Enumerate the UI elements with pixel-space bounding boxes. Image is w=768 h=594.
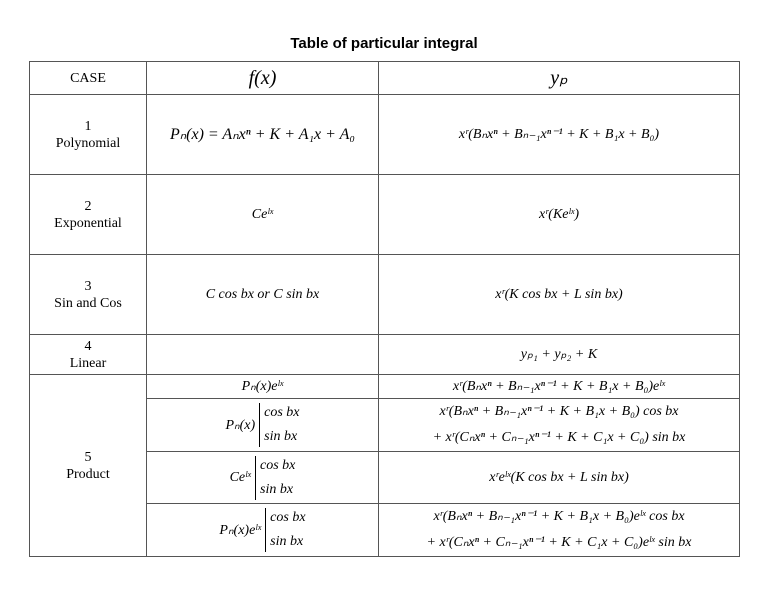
fx-option-sin: sin bx [264, 429, 298, 444]
case-number: 4 [84, 338, 92, 354]
yp-formula: xʳ(Keˡˣ) [538, 207, 580, 222]
fx-cell [147, 95, 379, 175]
case-cell [30, 95, 147, 175]
fx-option-sin: sin bx [260, 481, 294, 497]
fx-cell [147, 399, 379, 452]
case-name: Linear [69, 355, 107, 371]
yp-formula: yₚ₁ + yₚ₂ + K [520, 347, 598, 362]
yp-cell [379, 452, 740, 504]
case-cell [30, 375, 147, 557]
case-number: 1 [84, 118, 92, 134]
yp-cell [379, 399, 740, 452]
yp-formula: xʳeˡˣ(K cos bx + L sin bx) [489, 470, 629, 485]
fx-brace-options [264, 401, 299, 449]
fx-braced-formula [219, 506, 305, 554]
case-name: Polynomial [55, 135, 121, 151]
brace-icon [265, 508, 266, 552]
header-yp: yₚ [379, 62, 740, 95]
fx-formula: Pₙ(x) = Aₙxⁿ + K + A₁x + A₀ [170, 125, 355, 143]
table-row [30, 175, 740, 255]
fx-cell [147, 504, 379, 557]
fx-option-cos: cos bx [270, 510, 306, 525]
case-name: Product [66, 466, 110, 482]
fx-prefix: Ceˡˣ [229, 470, 252, 485]
yp-formula: xʳ(K cos bx + L sin bx) [495, 287, 623, 302]
case-number: 5 [84, 449, 92, 465]
fx-cell [147, 335, 379, 375]
table-header-row [30, 62, 740, 95]
fx-cell [147, 375, 379, 399]
header-case: CASE [30, 62, 147, 95]
header-fx: f(x) [147, 62, 379, 95]
fx-cell [147, 452, 379, 504]
brace-icon [259, 403, 260, 447]
yp-cell [379, 335, 740, 375]
table-title: Table of particular integral [290, 35, 478, 52]
fx-formula: Pₙ(x)eˡˣ [241, 379, 284, 394]
yp-formula-line: xʳ(Bₙxⁿ + Bₙ₋₁xⁿ⁻¹ + K + B₁x + B₀)eˡˣ cos bx [433, 509, 685, 524]
yp-cell [379, 175, 740, 255]
yp-formula: xʳ(Bₙxⁿ + Bₙ₋₁xⁿ⁻¹ + K + B₁x + B₀)eˡˣ [452, 379, 666, 394]
particular-integral-table [29, 61, 740, 557]
yp-formula-line: + xʳ(Cₙxⁿ + Cₙ₋₁xⁿ⁻¹ + K + C₁x + C₀) sin bx [432, 430, 686, 445]
fx-brace-options [260, 454, 295, 502]
fx-prefix: Pₙ(x) [225, 417, 256, 433]
yp-cell [379, 255, 740, 335]
yp-cell [379, 504, 740, 557]
table-row [30, 335, 740, 375]
yp-cell [379, 375, 740, 399]
fx-cell [147, 255, 379, 335]
case-name: Exponential [54, 215, 122, 231]
case-name: Sin and Cos [54, 295, 122, 311]
fx-formula: Ceˡˣ [251, 207, 274, 222]
fx-braced-formula [230, 454, 296, 502]
fx-option-cos: cos bx [264, 405, 300, 420]
fx-brace-options [270, 506, 305, 554]
yp-cell [379, 95, 740, 175]
fx-option-cos: cos bx [260, 457, 296, 473]
case-cell [30, 255, 147, 335]
case-cell [30, 175, 147, 255]
table-row [30, 375, 740, 399]
fx-option-sin: sin bx [270, 534, 304, 549]
table-row [30, 255, 740, 335]
yp-formula-line: + xʳ(Cₙxⁿ + Cₙ₋₁xⁿ⁻¹ + K + C₁x + C₀)eˡˣ sin bx [426, 535, 692, 550]
fx-formula: C cos bx or C sin bx [205, 287, 320, 302]
brace-icon [255, 456, 256, 500]
case-number: 2 [84, 198, 92, 214]
fx-braced-formula [225, 401, 299, 449]
case-number: 3 [84, 278, 92, 294]
case-cell [30, 335, 147, 375]
fx-cell [147, 175, 379, 255]
yp-formula-line: xʳ(Bₙxⁿ + Bₙ₋₁xⁿ⁻¹ + K + B₁x + B₀) cos bx [439, 404, 679, 419]
fx-prefix: Pₙ(x)eˡˣ [219, 522, 262, 538]
yp-formula: xʳ(Bₙxⁿ + Bₙ₋₁xⁿ⁻¹ + K + B₁x + B₀) [458, 127, 660, 142]
table-row [30, 95, 740, 175]
